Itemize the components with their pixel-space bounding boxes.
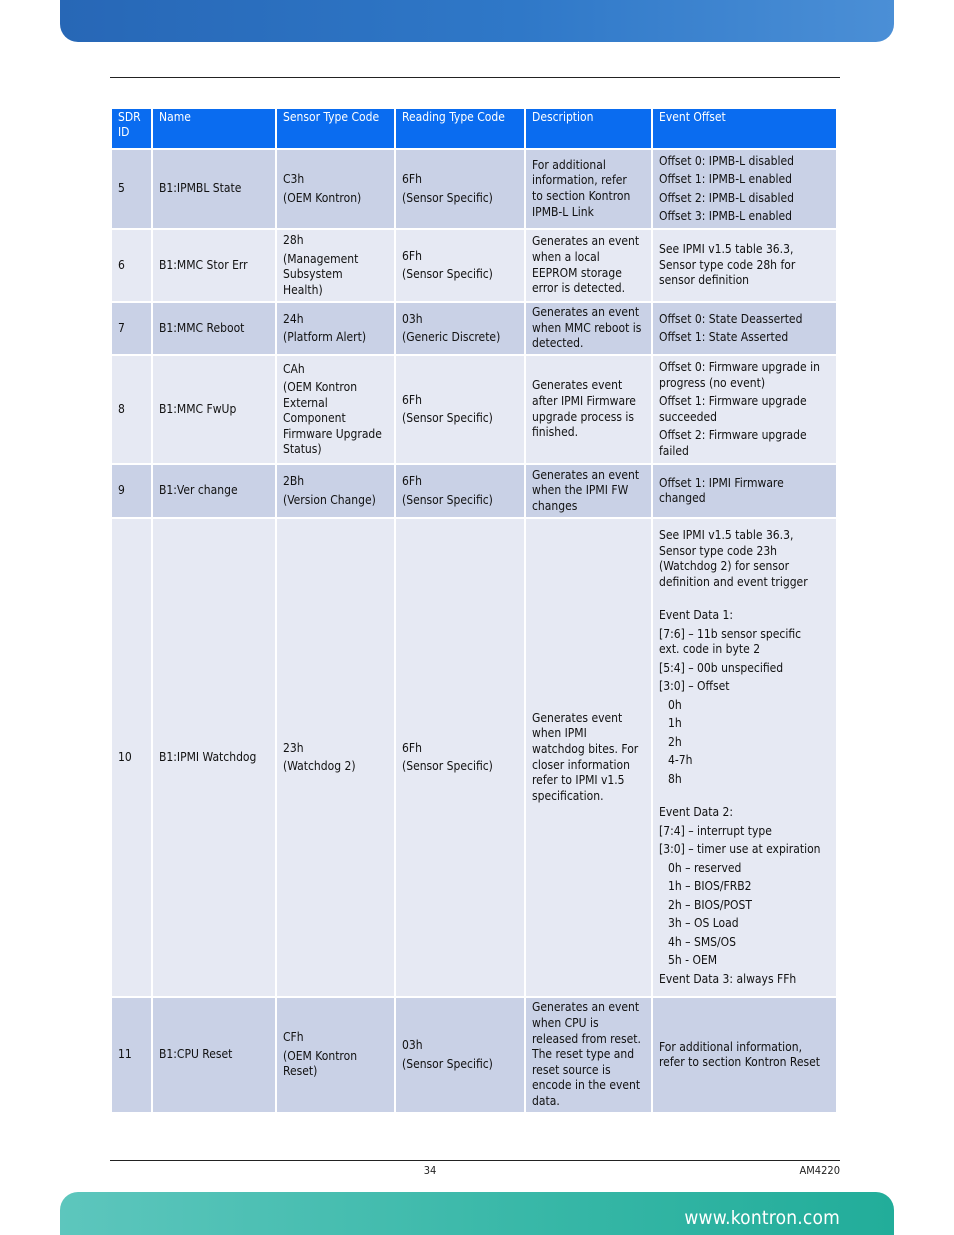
sensor-type-cell <box>276 302 395 355</box>
cell-line: information, refer <box>532 173 627 188</box>
cell-line: when IPMI <box>532 726 587 741</box>
description-cell <box>525 518 652 997</box>
cell-line: Offset 3: IPMB-L enabled <box>659 209 793 223</box>
cell-line: progress (no event) <box>659 375 766 390</box>
cell-line: finished. <box>532 425 579 440</box>
cell-line: 23h <box>283 740 304 755</box>
cell-line: Offset 0: IPMB-L disabled <box>659 153 794 168</box>
event-data-3: Event Data 3: always FFh <box>659 971 797 986</box>
cell-line: 6Fh <box>402 248 422 263</box>
table-row <box>111 997 837 1113</box>
description-cell <box>525 355 652 464</box>
cell-line: 0h <box>668 697 682 712</box>
event-data-1-title: Event Data 1: <box>659 608 734 622</box>
cell-line: EEPROM storage <box>532 265 622 280</box>
website-link[interactable]: www.kontron.com <box>684 1207 840 1229</box>
cell-line: 5h - OEM <box>668 953 718 967</box>
bottom-banner <box>60 1192 894 1235</box>
sensor-type-cell <box>276 464 395 518</box>
col-header-sdr-id: SDR ID <box>111 108 152 149</box>
cell-line: Generates an event <box>532 467 640 482</box>
cell-line: 24h <box>283 311 304 326</box>
cell-line: For additional <box>532 157 606 172</box>
cell-line: Sensor type code 23h <box>659 543 778 558</box>
reading-type-cell <box>395 355 525 464</box>
cell-line: Offset 1: IPMI Firmware <box>659 475 784 490</box>
sdr-id-cell: 7 <box>111 302 152 355</box>
cell-line: [3:0] – timer use at expiration <box>659 842 821 856</box>
sensor-type-cell <box>276 149 395 229</box>
cell-line: For additional information, <box>659 1039 803 1054</box>
cell-line: (Sensor Specific) <box>402 190 493 205</box>
reading-type-cell <box>395 464 525 518</box>
cell-line: Offset 1: Firmware upgrade <box>659 394 807 408</box>
cell-line: watchdog bites. For <box>532 741 639 756</box>
col-header-reading-type: Reading Type Code <box>395 108 525 149</box>
sensor-type-cell <box>276 355 395 464</box>
event-offset-cell <box>652 355 837 464</box>
cell-line: (Generic Discrete) <box>402 330 501 344</box>
cell-line: Component <box>283 411 346 425</box>
cell-line: 6Fh <box>402 740 422 755</box>
table-row <box>111 149 837 229</box>
document-name: AM4220 <box>799 1164 840 1177</box>
cell-line: 2h <box>668 734 682 749</box>
cell-line: 0h – reserved <box>668 860 742 875</box>
cell-line: failed <box>659 443 689 458</box>
page-number: 34 <box>423 1164 437 1177</box>
cell-line: C3h <box>283 172 305 186</box>
cell-line: See IPMI v1.5 table 36.3, <box>659 528 794 542</box>
cell-line: succeeded <box>659 409 717 424</box>
cell-line: (Sensor Specific) <box>402 492 493 507</box>
cell-line: Generates an event <box>532 234 640 249</box>
sdr-id-cell: 11 <box>111 997 152 1113</box>
table-row <box>111 518 837 997</box>
sensor-name-cell: B1:IPMI Watchdog <box>152 518 276 997</box>
cell-line: Generates an event <box>532 1000 640 1015</box>
cell-line: IPMB-L Link <box>532 204 594 219</box>
footer-rule <box>110 1160 840 1161</box>
cell-line: [7:4] – interrupt type <box>659 823 772 838</box>
reading-type-cell <box>395 518 525 997</box>
sensor-type-cell <box>276 997 395 1113</box>
description-cell <box>525 464 652 518</box>
cell-line: 03h <box>402 1038 423 1052</box>
cell-line: 6Fh <box>402 474 422 488</box>
cell-line: 8h <box>668 771 682 786</box>
cell-line: (OEM Kontron <box>283 1048 358 1063</box>
reading-type-cell <box>395 302 525 355</box>
cell-line: 6Fh <box>402 392 422 407</box>
cell-line: detected. <box>532 336 584 351</box>
table-header-row <box>111 108 837 149</box>
cell-line: to section Kontron <box>532 189 631 203</box>
event-offset-cell <box>652 302 837 355</box>
description-cell <box>525 229 652 302</box>
description-cell <box>525 302 652 355</box>
sensor-type-cell <box>276 518 395 997</box>
top-banner <box>60 0 894 42</box>
reading-type-cell <box>395 149 525 229</box>
table-row <box>111 229 837 302</box>
cell-line: specification. <box>532 788 604 803</box>
description-cell <box>525 149 652 229</box>
cell-line: when a local <box>532 249 600 264</box>
sdr-id-cell: 9 <box>111 464 152 518</box>
cell-line: when the IPMI FW <box>532 483 629 498</box>
cell-line: when MMC reboot is <box>532 320 642 335</box>
table-row <box>111 302 837 355</box>
cell-line: 2h – BIOS/POST <box>668 897 752 912</box>
cell-line: Status) <box>283 442 322 456</box>
cell-line: (Watchdog 2) <box>283 759 356 773</box>
event-offset-cell <box>652 464 837 518</box>
sensor-name-cell: B1:CPU Reset <box>152 997 276 1113</box>
cell-line: error is detected. <box>532 281 626 296</box>
cell-line: 6Fh <box>402 172 422 186</box>
cell-line: released from reset. <box>532 1031 641 1046</box>
cell-line: (Sensor Specific) <box>402 411 493 425</box>
cell-line: after IPMI Firmware <box>532 393 636 408</box>
cell-line: when CPU is <box>532 1016 599 1031</box>
reading-type-cell <box>395 997 525 1113</box>
header-rule <box>110 77 840 78</box>
sensor-name-cell: B1:MMC Stor Err <box>152 229 276 302</box>
cell-line: 2Bh <box>283 474 305 488</box>
cell-line: refer to IPMI v1.5 <box>532 773 625 788</box>
sensor-type-cell <box>276 229 395 302</box>
description-cell <box>525 997 652 1113</box>
cell-line: refer to section Kontron Reset <box>659 1055 821 1069</box>
cell-line: changes <box>532 498 578 513</box>
cell-line: Offset 2: IPMB-L disabled <box>659 190 794 205</box>
cell-line: upgrade process is <box>532 409 635 424</box>
cell-line: reset source is <box>532 1062 611 1077</box>
cell-line: 28h <box>283 233 304 247</box>
cell-line: See IPMI v1.5 table 36.3, <box>659 242 794 257</box>
cell-line: Firmware Upgrade <box>283 426 382 441</box>
cell-line: CAh <box>283 361 305 376</box>
cell-line: ext. code in byte 2 <box>659 642 761 656</box>
cell-line: Sensor type code 28h for <box>659 257 796 272</box>
cell-line: closer information <box>532 757 630 772</box>
col-header-sensor-type: Sensor Type Code <box>276 108 395 149</box>
cell-line: (Sensor Specific) <box>402 759 493 773</box>
sdr-id-cell: 6 <box>111 229 152 302</box>
sdr-id-cell: 5 <box>111 149 152 229</box>
cell-line: 4h – SMS/OS <box>668 934 736 949</box>
cell-line: Offset 0: Firmware upgrade in <box>659 360 820 374</box>
cell-line: changed <box>659 491 706 505</box>
event-offset-cell <box>652 518 837 997</box>
cell-line: (OEM Kontron <box>283 380 358 394</box>
table-row <box>111 464 837 518</box>
sensor-name-cell: B1:Ver change <box>152 464 276 518</box>
event-offset-cell <box>652 149 837 229</box>
sdr-id-cell: 8 <box>111 355 152 464</box>
cell-line: (Platform Alert) <box>283 330 367 344</box>
cell-line: sensor definition <box>659 273 750 288</box>
cell-line: Reset) <box>283 1064 318 1079</box>
sdr-id-cell: 10 <box>111 518 152 997</box>
event-offset-cell <box>652 997 837 1113</box>
cell-line: 1h – BIOS/FRB2 <box>668 879 752 893</box>
cell-line: encode in the event <box>532 1078 641 1093</box>
cell-line: Offset 1: IPMB-L enabled <box>659 172 793 186</box>
sdr-table <box>110 107 838 1114</box>
cell-line: Offset 2: Firmware upgrade <box>659 428 807 442</box>
cell-line: (Version Change) <box>283 492 376 507</box>
cell-line: Offset 0: State Deasserted <box>659 311 803 326</box>
event-offset-cell <box>652 229 837 302</box>
sensor-name-cell: B1:MMC FwUp <box>152 355 276 464</box>
cell-line: (Sensor Specific) <box>402 1056 493 1071</box>
cell-line: definition and event trigger <box>659 574 808 589</box>
cell-line: [3:0] – Offset <box>659 679 730 693</box>
cell-line: 1h <box>668 716 682 730</box>
cell-line: Health) <box>283 282 323 297</box>
cell-line: (OEM Kontron) <box>283 190 362 205</box>
col-header-description: Description <box>525 108 652 149</box>
cell-line: Offset 1: State Asserted <box>659 330 789 344</box>
cell-line: (Management <box>283 251 359 266</box>
col-header-name: Name <box>152 108 276 149</box>
table-row <box>111 355 837 464</box>
cell-line: Generates an event <box>532 305 640 320</box>
cell-line: Generates event <box>532 710 623 725</box>
sensor-name-cell: B1:MMC Reboot <box>152 302 276 355</box>
col-header-event-offset: Event Offset <box>652 108 837 149</box>
cell-line: Generates event <box>532 378 623 393</box>
event-data-2-title: Event Data 2: <box>659 805 734 819</box>
cell-line: data. <box>532 1093 560 1108</box>
cell-line: CFh <box>283 1030 304 1045</box>
cell-line: The reset type and <box>532 1047 635 1062</box>
cell-line: External <box>283 395 328 410</box>
cell-line: 3h – OS Load <box>668 916 739 930</box>
cell-line: (Sensor Specific) <box>402 267 493 281</box>
cell-line: 03h <box>402 311 423 326</box>
cell-line: [7:6] – 11b sensor specific <box>659 626 802 641</box>
cell-line: [5:4] – 00b unspecified <box>659 660 784 675</box>
sensor-name-cell: B1:IPMBL State <box>152 149 276 229</box>
reading-type-cell <box>395 229 525 302</box>
cell-line: (Watchdog 2) for sensor <box>659 559 790 573</box>
cell-line: 4-7h <box>668 753 693 767</box>
cell-line: Subsystem <box>283 267 343 281</box>
